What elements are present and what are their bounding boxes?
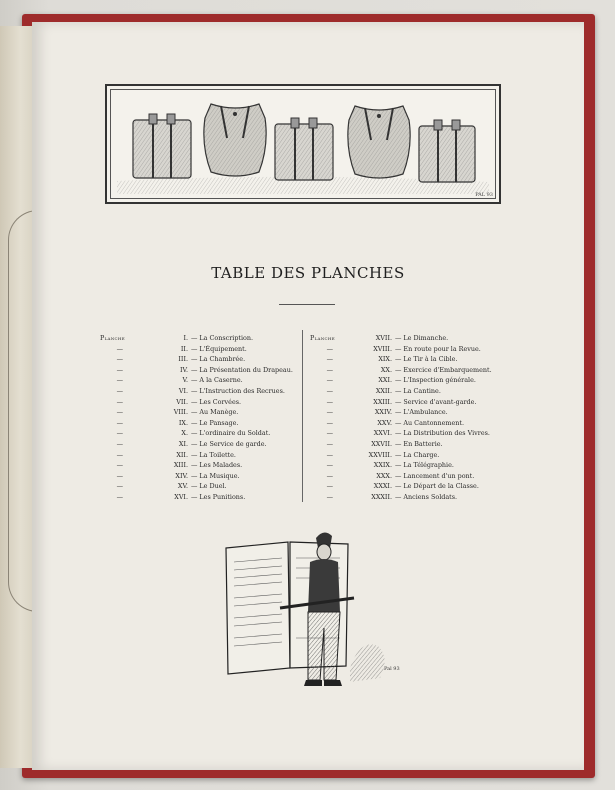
toc-prefix: — (326, 344, 334, 353)
toc-title: — Le Départ de la Classe. (395, 482, 479, 491)
toc-prefix: — (326, 376, 334, 385)
soldier-reading-board-icon (220, 518, 400, 698)
toc-title: — La Conscription. (191, 334, 254, 342)
toc-numeral: XXII. (375, 386, 392, 395)
cuirass-and-backpack-icon (107, 86, 499, 202)
toc-title: — Anciens Soldats. (395, 492, 458, 501)
toc-prefix: — (326, 365, 334, 374)
toc-numeral: VII. (176, 397, 188, 406)
toc-numeral: XVIII. (373, 344, 392, 353)
toc-title: — Le Duel. (191, 482, 227, 491)
toc-numeral: IV. (179, 365, 188, 374)
toc-prefix: Planche (310, 334, 335, 342)
toc-numeral: XXVII. (371, 439, 392, 448)
toc-prefix: — (326, 386, 334, 395)
toc-title: — La Télégraphie. (395, 461, 454, 470)
toc-numeral: XI. (178, 439, 188, 448)
column-divider (302, 330, 303, 502)
toc-prefix: — (116, 429, 124, 438)
toc-title: — Au Manège. (191, 408, 239, 417)
toc-numeral: XII. (176, 450, 188, 459)
toc-numeral: XXIV. (374, 408, 392, 417)
toc-numeral: XXIX. (373, 461, 392, 470)
toc-numeral: XXX. (376, 471, 392, 480)
toc-prefix: — (326, 418, 334, 427)
toc-prefix: — (116, 450, 124, 459)
toc-title: — La Chambrée. (191, 355, 246, 364)
toc-numeral: XIX. (378, 355, 392, 364)
toc-numeral: I. (183, 334, 188, 342)
toc-prefix: — (116, 492, 124, 501)
banner-illustration (105, 84, 501, 204)
toc-prefix: — (326, 355, 334, 364)
banner-signature: PAL 93 (475, 192, 493, 198)
toc-numeral: XXXI. (373, 482, 392, 491)
toc-numeral: II. (180, 344, 188, 353)
toc-prefix: — (326, 397, 334, 406)
toc-title: — La Distribution des Vivres. (395, 429, 490, 438)
toc-title: — La Musique. (191, 471, 240, 480)
toc-prefix: — (116, 397, 124, 406)
toc-prefix: — (116, 376, 124, 385)
toc-numeral: XV. (177, 482, 188, 491)
toc-numeral: V. (182, 376, 188, 385)
illustration-signature: Pal 93 (384, 666, 400, 672)
toc-prefix: — (326, 450, 334, 459)
toc-numeral: XIII. (173, 461, 188, 470)
toc-prefix: — (326, 482, 334, 491)
toc-prefix: — (116, 386, 124, 395)
toc-title: — La Charge. (395, 450, 440, 459)
toc-numeral: XIV. (175, 471, 188, 480)
toc-title: — L'ordinaire du Soldat. (191, 429, 271, 438)
toc-prefix: — (116, 461, 124, 470)
toc-title: — Exercice d'Embarquement. (395, 365, 492, 374)
toc-prefix: — (326, 461, 334, 470)
toc-title: — Service d'avant-garde. (395, 397, 477, 406)
toc-prefix: — (326, 439, 334, 448)
toc-title: — Lancement d'un pont. (395, 471, 475, 480)
toc-prefix: — (326, 408, 334, 417)
toc-title: — L'Ambulance. (395, 408, 448, 417)
toc-title: — Les Corvées. (191, 397, 242, 406)
toc-numeral: XVI. (174, 492, 188, 501)
toc-numeral: XXI. (378, 376, 392, 385)
toc-prefix: — (116, 365, 124, 374)
toc-title: — Les Punitions. (191, 492, 246, 501)
toc-title: — Au Cantonnement. (395, 418, 464, 427)
title-rule (279, 304, 335, 305)
toc-title: — Le Pansage. (191, 418, 239, 427)
toc-title: — La Toilette. (191, 450, 236, 459)
toc-title: — L'Équipement. (191, 344, 247, 353)
toc-title: — En route pour la Revue. (395, 344, 481, 353)
toc-title: — En Batterie. (395, 439, 443, 448)
book-page (32, 22, 584, 770)
toc-prefix: — (116, 482, 124, 491)
toc-numeral: X. (181, 429, 188, 438)
toc-numeral: XXV. (377, 418, 392, 427)
toc-prefix: — (116, 355, 124, 364)
toc-prefix: — (116, 344, 124, 353)
toc-title: — A la Caserne. (191, 376, 243, 385)
toc-numeral: VIII. (173, 408, 188, 417)
toc-prefix: — (326, 471, 334, 480)
toc-numeral: IX. (178, 418, 188, 427)
toc-title: — Les Malades. (191, 461, 243, 470)
toc-numeral: XXVIII. (368, 450, 392, 459)
toc-title: — La Cantine. (395, 386, 441, 395)
toc-prefix: — (326, 429, 334, 438)
toc-prefix: — (116, 418, 124, 427)
toc-numeral: XXXII. (371, 492, 392, 501)
toc-prefix: — (116, 439, 124, 448)
toc-numeral: XXIII. (373, 397, 392, 406)
toc-title: — L'Instruction des Recrues. (191, 386, 285, 395)
toc-title: — Le Tir à la Cible. (395, 355, 458, 364)
toc-prefix: — (116, 408, 124, 417)
toc-title: — L'Inspection générale. (395, 376, 476, 385)
toc-title: — Le Dimanche. (395, 334, 449, 342)
toc-numeral: XXVI. (373, 429, 392, 438)
toc-title: — Le Service de garde. (191, 439, 267, 448)
toc-prefix: Planche (100, 334, 125, 342)
toc-title: — La Présentation du Drapeau. (191, 365, 293, 374)
toc-numeral: XVII. (375, 334, 392, 342)
toc-numeral: III. (178, 355, 188, 364)
toc-numeral: XX. (380, 365, 392, 374)
page-title: TABLE DES PLANCHES (211, 264, 405, 282)
toc-numeral: VI. (178, 386, 188, 395)
toc-prefix: — (116, 471, 124, 480)
toc-prefix: — (326, 492, 334, 501)
